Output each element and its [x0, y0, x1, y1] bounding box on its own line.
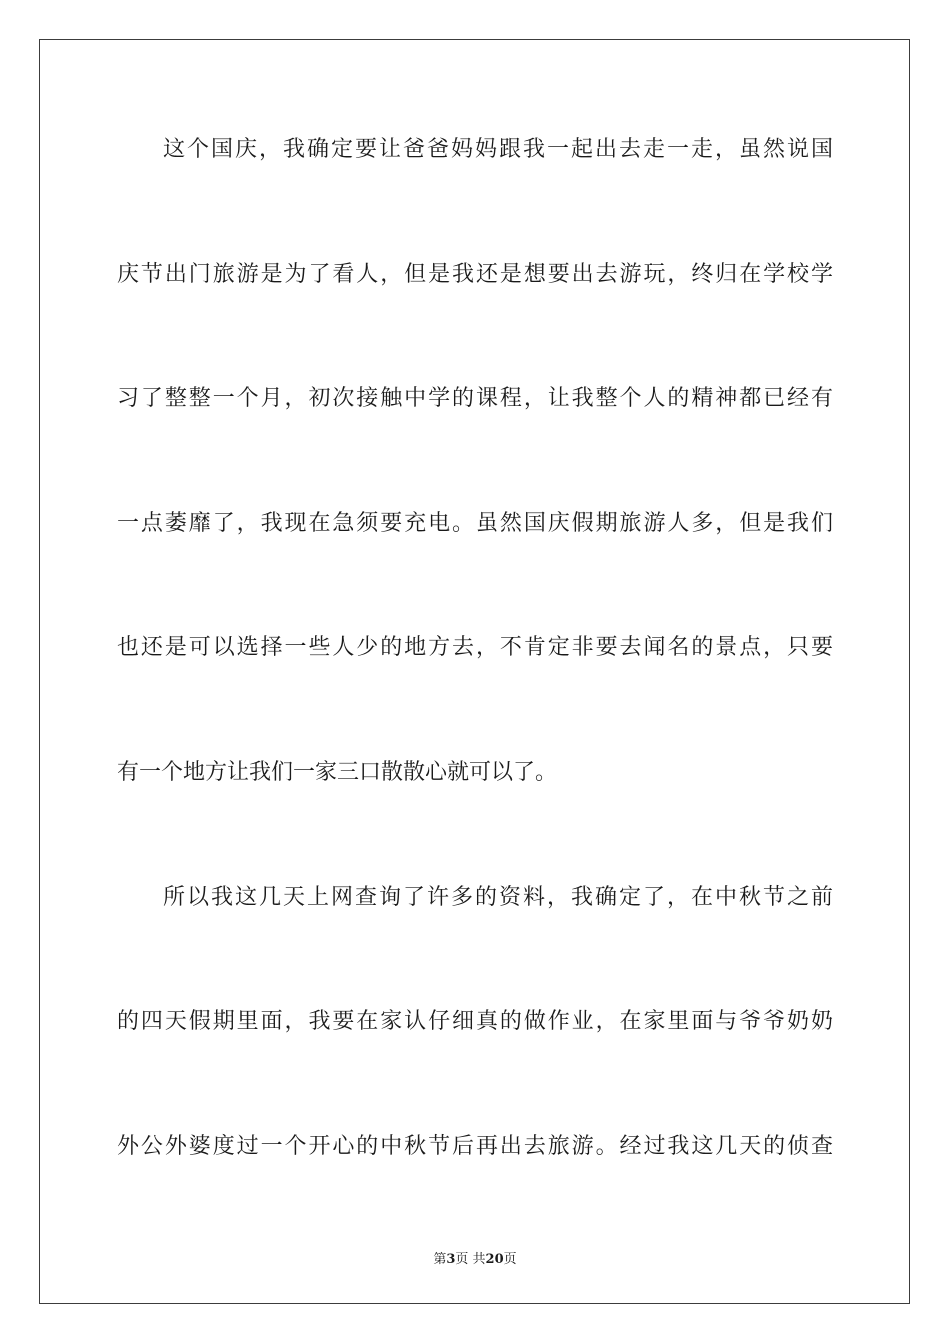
footer-suffix: 页 — [503, 1252, 517, 1267]
text-line-1: 这个国庆，我确定要让爸爸妈妈跟我一起出去走一走，虽然说国 — [163, 137, 833, 162]
text-line-9: 外公外婆度过一个开心的中秋节后再出去旅游。经过我这几天的侦查 — [117, 1134, 833, 1159]
footer-prefix: 第 — [433, 1252, 447, 1267]
text-line-2: 庆节出门旅游是为了看人，但是我还是想要出去游玩，终归在学校学 — [117, 262, 833, 287]
text-line-3: 习了整整一个月，初次接触中学的课程，让我整个人的精神都已经有 — [117, 386, 833, 411]
text-line-5: 也还是可以选择一些人少的地方去，不肯定非要去闻名的景点，只要 — [117, 635, 833, 660]
text-line-7: 所以我这几天上网查询了许多的资料，我确定了，在中秋节之前 — [163, 885, 833, 910]
footer-mid: 页 共 — [455, 1252, 486, 1267]
footer-current-page: 3 — [446, 1252, 456, 1267]
footer-total-pages: 20 — [485, 1252, 504, 1267]
page-border — [39, 39, 910, 1304]
page-number-footer — [0, 1248, 950, 1267]
text-line-6: 有一个地方让我们一家三口散散心就可以了。 — [117, 760, 558, 785]
text-line-8: 的四天假期里面，我要在家认仔细真的做作业，在家里面与爷爷奶奶 — [117, 1009, 833, 1034]
text-line-4: 一点萎靡了，我现在急须要充电。虽然国庆假期旅游人多，但是我们 — [117, 511, 833, 536]
